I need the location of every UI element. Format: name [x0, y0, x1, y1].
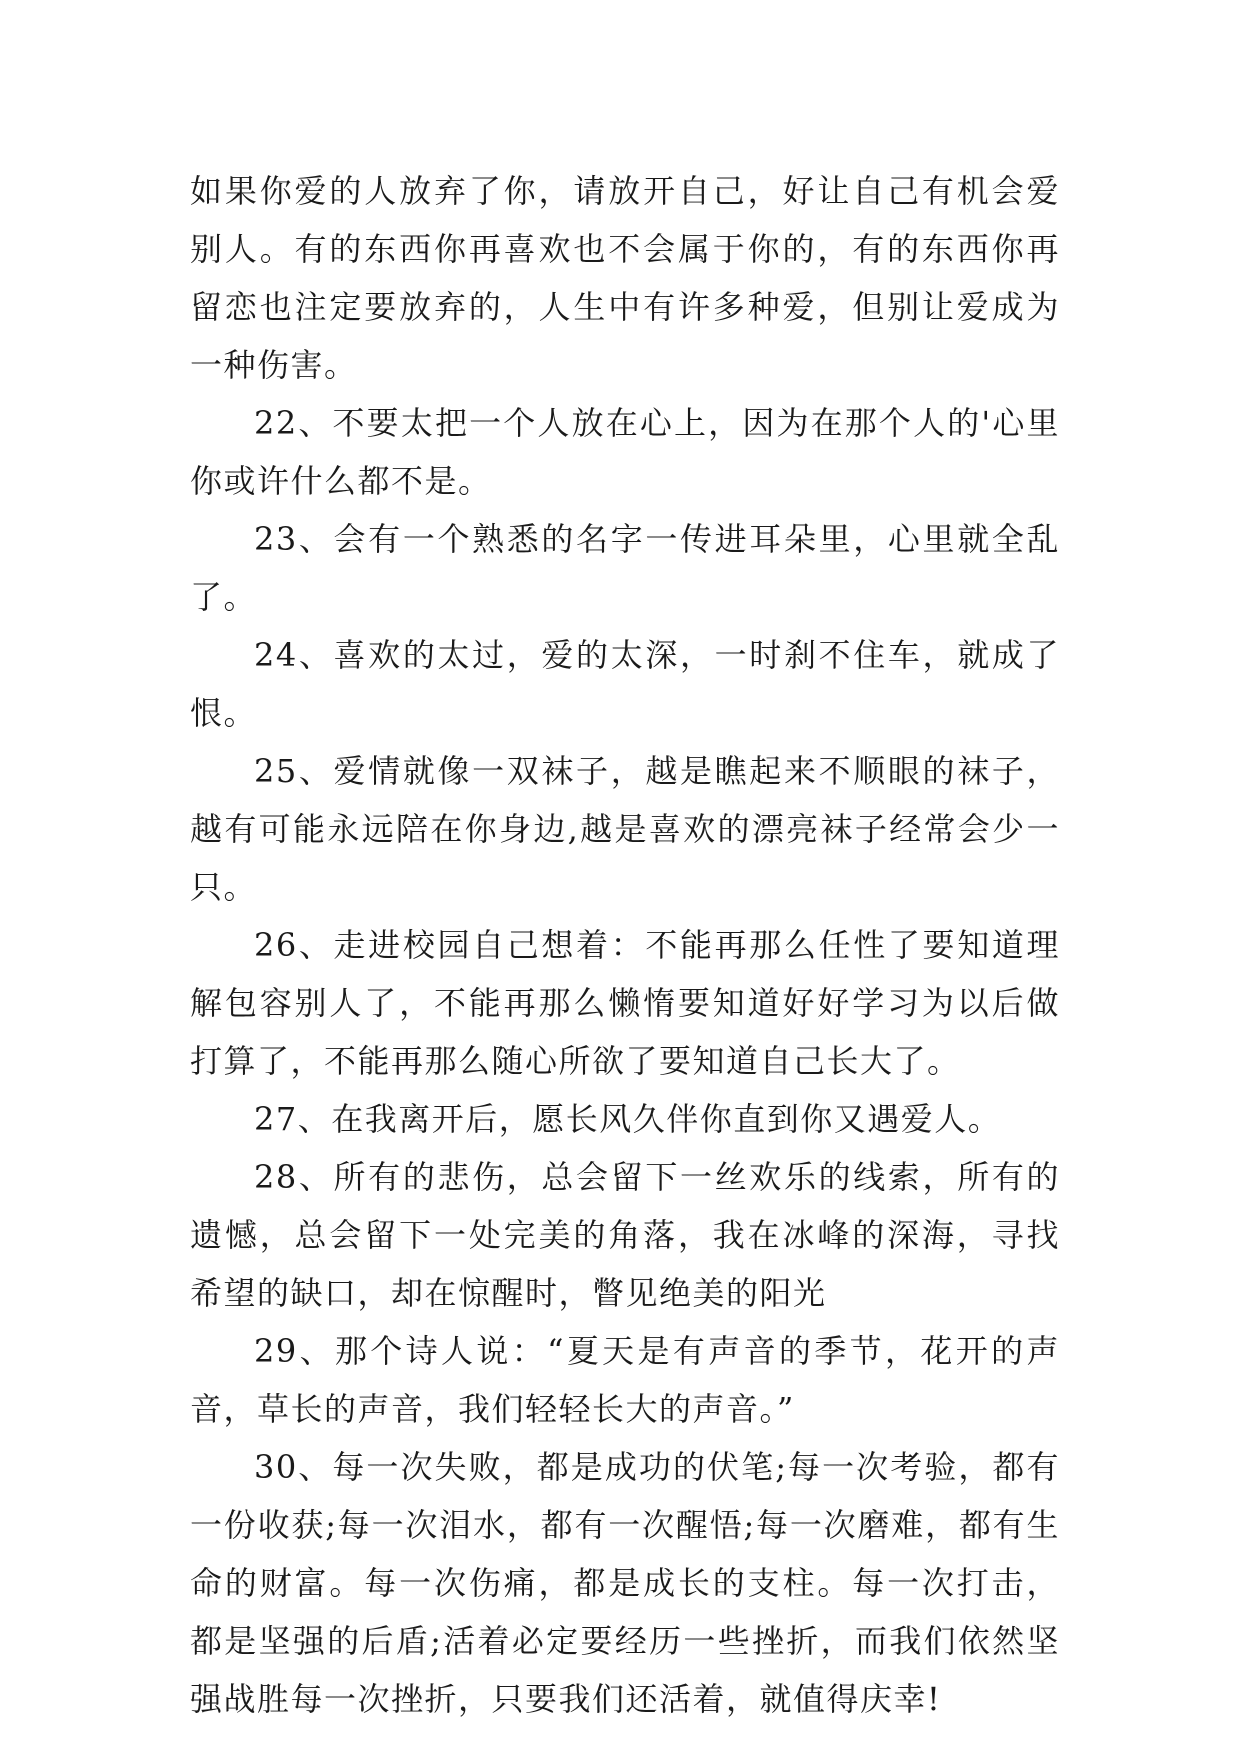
paragraph-27: 27、在我离开后，愿长风久伴你直到你又遇爱人。 — [254, 1100, 1002, 1138]
paragraph-29: 29、那个诗人说：“夏天是有声音的季节，花开的声音，草长的声音，我们轻轻长大的声音。” — [190, 1332, 1060, 1428]
paragraph-28: 28、所有的悲伤，总会留下一丝欢乐的线索，所有的遗憾，总会留下一处完美的角落，我在冰峰的深海，寻找希望的缺口，却在惊醒时，瞥见绝美的阳光 — [190, 1158, 1060, 1312]
paragraph-24: 24、喜欢的太过，爱的太深，一时刹不住车，就成了恨。 — [190, 636, 1060, 732]
paragraph-23: 23、会有一个熟悉的名字一传进耳朵里，心里就全乱了。 — [190, 520, 1060, 616]
paragraph-30: 30、每一次失败，都是成功的伏笔;每一次考验，都有一份收获;每一次泪水，都有一次醒悟;每一次磨难，都有生命的财富。每一次伤痛，都是成长的支柱。每一次打击，都是坚强的后盾;活着必定要经历一些挫折，而我们依然坚强战胜每一次挫折，只要我们还活着，就值得庆幸! — [190, 1448, 1060, 1718]
paragraph-intro: 如果你爱的人放弃了你，请放开自己，好让自己有机会爱别人。有的东西你再喜欢也不会属于你的，有的东西你再留恋也注定要放弃的，人生中有许多种爱，但别让爱成为一种伤害。 — [190, 172, 1060, 384]
paragraph-25: 25、爱情就像一双袜子，越是瞧起来不顺眼的袜子，越有可能永远陪在你身边,越是喜欢的漂亮袜子经常会少一只。 — [190, 752, 1060, 906]
paragraph-22: 22、不要太把一个人放在心上，因为在那个人的'心里你或许什么都不是。 — [190, 404, 1060, 500]
paragraph-26: 26、走进校园自己想着：不能再那么任性了要知道理解包容别人了，不能再那么懒惰要知道好好学习为以后做打算了，不能再那么随心所欲了要知道自己长大了。 — [190, 926, 1060, 1080]
document-body — [190, 162, 1060, 1728]
